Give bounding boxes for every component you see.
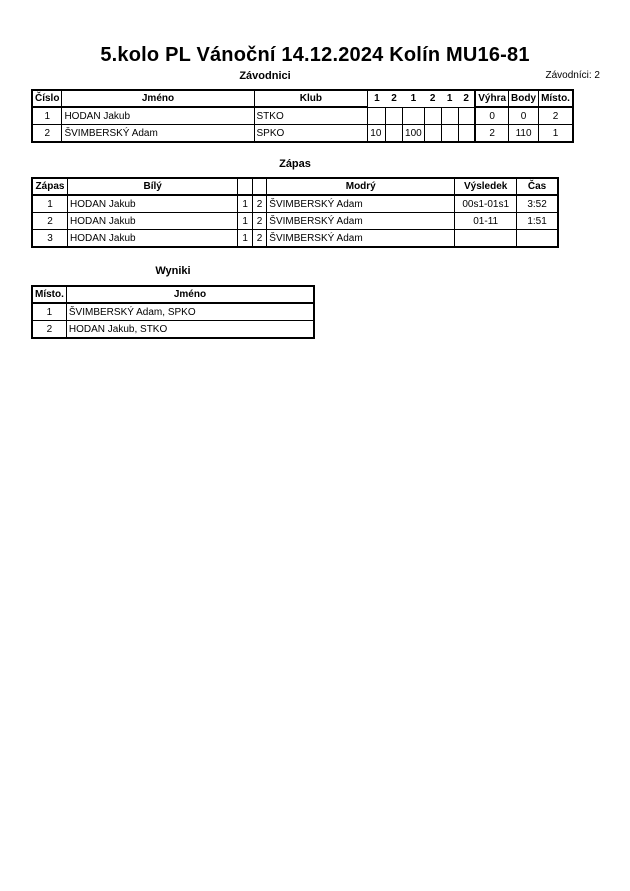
cell: 1 (539, 125, 573, 143)
competitors-table (31, 89, 574, 143)
table-row (32, 321, 314, 339)
cell (386, 125, 403, 143)
cell (455, 230, 517, 248)
cell (441, 125, 458, 143)
col-name: Jméno (66, 286, 314, 303)
cell: 00s1-01s1 (455, 195, 517, 213)
cell: SPKO (254, 125, 368, 143)
col-blue-score (252, 178, 266, 195)
cell: 2 (32, 125, 62, 143)
col-r6: 2 (463, 93, 469, 105)
table-row (32, 125, 573, 143)
col-points: Body (509, 90, 539, 107)
cell (386, 107, 403, 125)
col-r5: 1 (446, 93, 453, 105)
cell: 1 (32, 303, 66, 321)
matches-header-row (32, 178, 558, 195)
col-place: Místo. (32, 286, 66, 303)
cell: 2 (252, 230, 266, 248)
col-wins: Výhra (475, 90, 508, 107)
cell: 2 (475, 125, 508, 143)
col-r4: 2 (429, 93, 436, 105)
col-result: Výsledek (455, 178, 517, 195)
cell: 110 (509, 125, 539, 143)
col-number: Číslo (32, 90, 62, 107)
col-white: Bílý (68, 178, 238, 195)
cell: 2 (539, 107, 573, 125)
matches-table (31, 177, 559, 248)
cell: ŠVIMBERSKÝ Adam (267, 213, 455, 230)
cell: 10 (368, 125, 386, 143)
cell (458, 107, 475, 125)
cell: HODAN Jakub, STKO (66, 321, 314, 339)
cell (424, 125, 441, 143)
competitor-count: Závodníci: 2 (545, 70, 600, 81)
table-row (32, 107, 573, 125)
cell (424, 107, 441, 125)
cell: 2 (252, 195, 266, 213)
cell: 1 (238, 213, 252, 230)
cell: 01-11 (455, 213, 517, 230)
cell: 1 (32, 107, 62, 125)
cell: HODAN Jakub (62, 107, 254, 125)
cell: ŠVIMBERSKÝ Adam (267, 195, 455, 213)
col-white-score (238, 178, 252, 195)
table-row (32, 303, 314, 321)
table-row (32, 213, 558, 230)
col-match: Zápas (32, 178, 68, 195)
competitors-header-row (32, 90, 573, 107)
col-r3: 1 (410, 93, 417, 105)
cell: 1 (238, 230, 252, 248)
cell: 100 (403, 125, 425, 143)
competitors-heading: Závodnici (239, 70, 291, 82)
col-club: Klub (254, 90, 368, 107)
table-row (32, 195, 558, 213)
cell: STKO (254, 107, 368, 125)
col-place: Místo. (539, 90, 573, 107)
cell: HODAN Jakub (68, 195, 238, 213)
cell: 1 (32, 195, 68, 213)
page-title: 5.kolo PL Vánoční 14.12.2024 Kolín MU16-81 (100, 44, 530, 66)
cell (403, 107, 425, 125)
results-table (31, 285, 315, 339)
cell: 2 (252, 213, 266, 230)
cell: 0 (475, 107, 508, 125)
results-heading: Wyniki (155, 265, 191, 277)
cell (517, 230, 558, 248)
col-r2: 2 (391, 93, 397, 105)
cell (458, 125, 475, 143)
cell: HODAN Jakub (68, 213, 238, 230)
cell: HODAN Jakub (68, 230, 238, 248)
cell: 3 (32, 230, 68, 248)
cell: 2 (32, 321, 66, 339)
col-name: Jméno (62, 90, 254, 107)
cell (368, 107, 386, 125)
results-header-row (32, 286, 314, 303)
cell: 1 (238, 195, 252, 213)
col-time: Čas (517, 178, 558, 195)
cell: ŠVIMBERSKÝ Adam, SPKO (66, 303, 314, 321)
table-row (32, 230, 558, 248)
cell: 0 (509, 107, 539, 125)
col-blue: Modrý (267, 178, 455, 195)
cell: 3:52 (517, 195, 558, 213)
col-r1: 1 (374, 93, 380, 105)
cell: 2 (32, 213, 68, 230)
cell: 1:51 (517, 213, 558, 230)
matches-heading: Zápas (279, 158, 311, 170)
cell: ŠVIMBERSKÝ Adam (62, 125, 254, 143)
cell (441, 107, 458, 125)
cell: ŠVIMBERSKÝ Adam (267, 230, 455, 248)
